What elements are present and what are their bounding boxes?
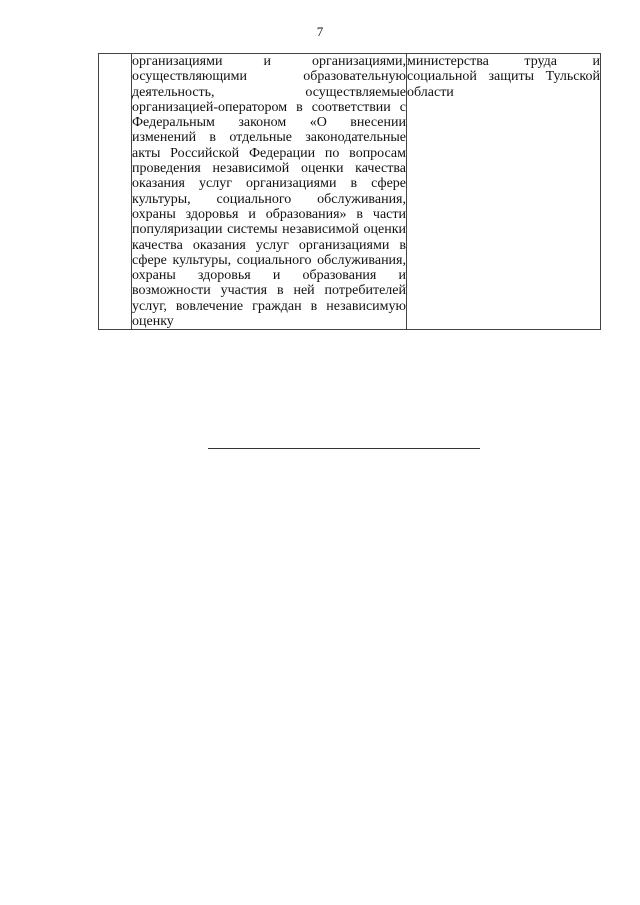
table-row [99,54,601,330]
end-separator-line [208,448,480,449]
measure-description-cell: организациями и организациями, осуществляющими образовательную деятельность, осуществляемые организацией-оператором в соответствии с Федеральным законом «О внесении изменений в отдельные законодательные акты Российской Федерации по вопросам проведения независимой оценки качества оказания услуг организациями в сфере культуры, социального обслуживания, охраны здоровья и образования» в части популяризации системы независимой оценки качества оказания услуг организациями в сфере культуры, социального обслуживания, охраны здоровья и образования и возможности участия в ней потребителей услуг, вовлечение граждан в независимую оценку [132,54,406,330]
measures-table [98,53,601,330]
responsible-party-cell: министерства труда и социальной защиты Тульской области [407,54,601,330]
row-index-cell [99,54,132,330]
page-number: 7 [316,24,324,39]
